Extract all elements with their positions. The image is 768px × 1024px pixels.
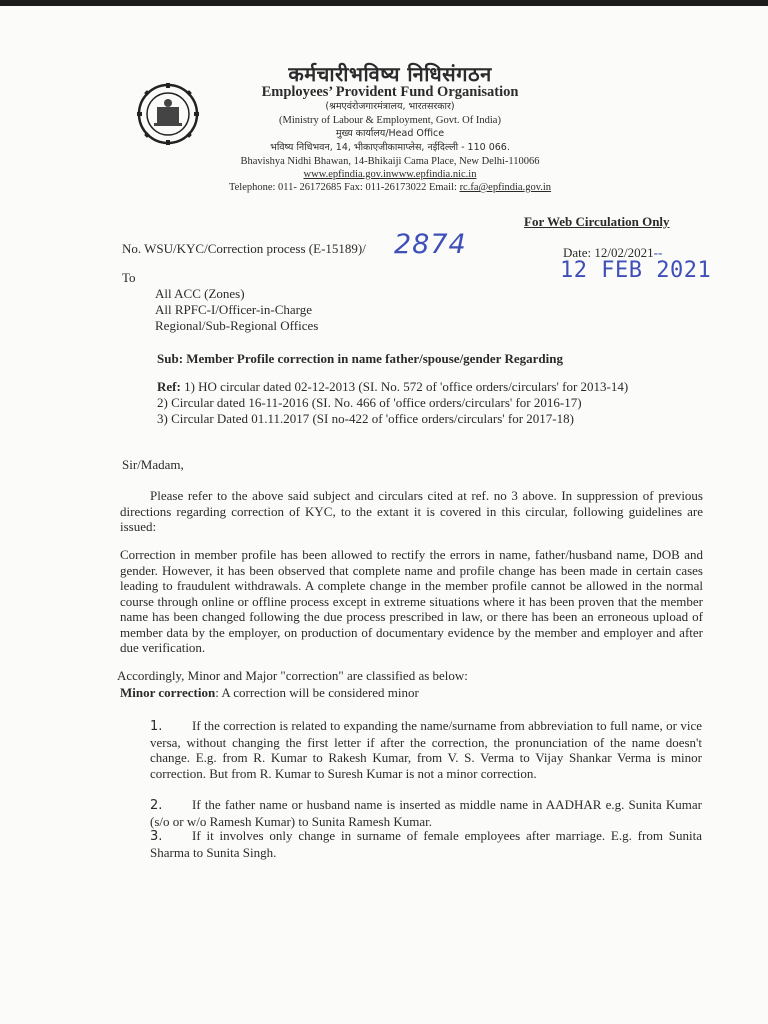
addressee-line: All RPFC-I/Officer-in-Charge	[155, 302, 313, 317]
reference-item: 3) Circular Dated 01.11.2017 (SI no-422 of 'office orders/circulars' for 2017-18)	[157, 411, 574, 426]
minor-correction-line: Minor correction: A correction will be considered minor	[120, 685, 419, 700]
list-item-number: 1.	[150, 719, 163, 734]
website-link[interactable]: www.epfindia.gov.inwww.epfindia.nic.in	[303, 169, 477, 180]
epfo-seal-icon	[137, 83, 199, 145]
list-item-text: If it involves only change in surname of female employees after marriage. E.g. from Sunita Sharma to Sunita Singh.	[150, 828, 702, 860]
list-item	[150, 828, 702, 860]
reference-item: Ref: 1) HO circular dated 02-12-2013 (SI. No. 572 of 'office orders/circulars' for 2013-14)	[157, 379, 629, 394]
to-label: To	[122, 270, 136, 285]
addressee-line: All ACC (Zones)	[155, 286, 245, 301]
date-mark: --	[653, 245, 663, 260]
ministry: (Ministry of Labour & Employment, Govt. Of India)	[279, 115, 501, 126]
references-block	[157, 379, 628, 427]
list-item-number: 3.	[150, 829, 163, 844]
ministry-hindi: (श्रमएवंरोजगारमंत्रालय, भारतसरकार)	[325, 101, 455, 112]
date-stamp: 12 FEB 2021	[560, 258, 712, 283]
minor-correction-label: Minor correction	[120, 685, 216, 700]
body-paragraph: Please refer to the above said subject and circulars cited at ref. no 3 above. In suppression of previous directions regarding correction of KYC, to the extant it is covered in this circular, following guidelines are issued:	[120, 488, 703, 534]
body-paragraph: Correction in member profile has been allowed to rectify the errors in name, father/husband name, DOB and gender. However, it has been observed that complete name and profile change has been made in certain cases leading to fraudulent withdrawals. A complete change in the member profile cannot be allowed in the normal course through online or offline process except in extreme situations where it has been proven that the member name has been changed following the due process prescribed in law, or there has been an erroneous upload of member data by the employer, on production of documentary evidence by the member and employer and after due verification.	[120, 547, 703, 655]
ref-label: Ref:	[157, 379, 181, 394]
email-link[interactable]: rc.fa@epfindia.gov.in	[459, 182, 552, 193]
subject-line: Sub: Member Profile correction in name father/spouse/gender Regarding	[157, 351, 563, 366]
salutation: Sir/Madam,	[122, 457, 184, 472]
list-item	[150, 797, 702, 829]
list-item-number: 2.	[150, 798, 163, 813]
list-item-text: If the father name or husband name is inserted as middle name in AADHAR e.g. Sunita Kumar (s/o or w/o Ramesh Kumar) to Sunita Ramesh Kumar.	[150, 797, 702, 829]
date-text: Date: 12/02/2021	[563, 245, 654, 260]
handwritten-number: 2874	[394, 229, 467, 260]
telephone-text: Telephone: 011- 26172685 Fax: 011-26173022 Email:	[228, 182, 460, 193]
org-name: Employees’ Provident Fund Organisation	[261, 84, 519, 100]
head-office-label: मुख्य कार्यालय/Head Office	[335, 128, 445, 139]
address-hindi: भविष्य निधिभवन, 14, भीकाएजीकामाप्लेस, नईदिल्ली - 110 066.	[270, 142, 510, 153]
addressee-line: Regional/Sub-Regional Offices	[155, 318, 319, 333]
reference-item: 2) Circular dated 16-11-2016 (SI. No. 466 of 'office orders/circulars' for 2016-17)	[157, 395, 582, 410]
org-name-hindi: कर्मचारीभविष्य निधिसंगठन	[288, 62, 492, 86]
web-circulation-note: For Web Circulation Only	[524, 214, 670, 229]
scan-top-edge	[0, 0, 768, 6]
reference-number: No. WSU/KYC/Correction process (E-15189)/	[122, 241, 366, 256]
contact-line	[200, 181, 580, 194]
list-item-text: If the correction is related to expanding the name/surname from abbreviation to full name, or vice versa, without changing the first letter if after the correction, the pronunciation of the name doesn't change. E.g. from R. Kumar to Rakesh Kumar, from V. S. Verma to Vijay Shankar Verma is minor correction. But from R. Kumar to Suresh Kumar is not a minor correction.	[150, 718, 702, 781]
address: Bhavishya Nidhi Bhawan, 14-Bhikaiji Cama Place, New Delhi-110066	[240, 156, 540, 167]
body-paragraph: Accordingly, Minor and Major "correction" are classified as below:	[117, 668, 468, 683]
list-item	[150, 718, 702, 781]
